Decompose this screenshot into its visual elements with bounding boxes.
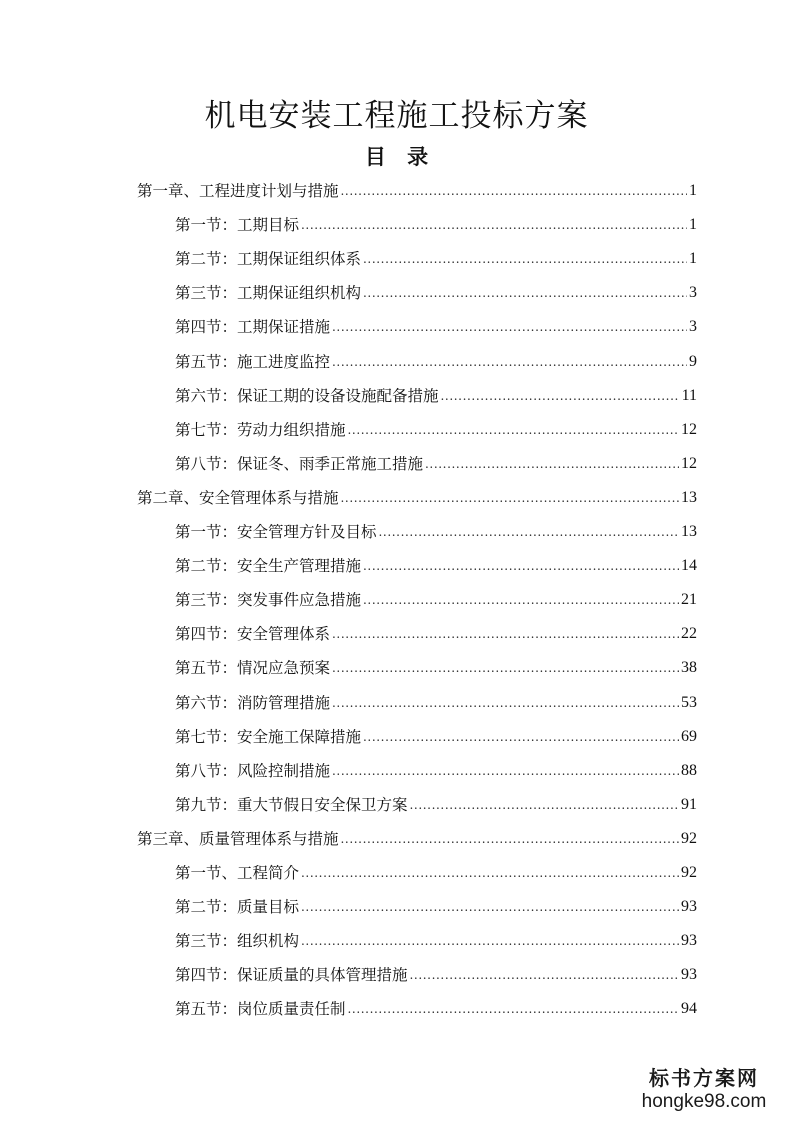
toc-section-entry[interactable] <box>175 651 697 685</box>
toc-dot-leader <box>363 276 687 310</box>
toc-entry-label: 第四节：工期保证措施 <box>175 318 331 337</box>
toc-entry-label: 第七节：劳动力组织措施 <box>175 420 346 439</box>
toc-dot-leader <box>301 856 679 890</box>
watermark-site-url: hongke98.com <box>641 1091 767 1112</box>
toc-section-entry[interactable] <box>175 549 697 583</box>
toc-dot-leader <box>301 208 687 242</box>
toc-dot-leader <box>301 924 679 958</box>
toc-section-entry[interactable] <box>175 754 697 788</box>
toc-entry-label: 第三节：工期保证组织机构 <box>175 284 362 303</box>
toc-heading: 目 录 <box>364 145 429 169</box>
toc-entry-label: 第一章、工程进度计划与措施 <box>137 182 339 200</box>
toc-page-number: 93 <box>681 966 697 984</box>
toc-entry-label: 第五节：施工进度监控 <box>175 352 331 371</box>
toc-section-entry[interactable] <box>175 310 697 344</box>
toc-page-number: 13 <box>681 523 697 540</box>
toc-section-entry[interactable] <box>175 686 697 720</box>
toc-entry-label: 第五节：岗位质量责任制 <box>175 1000 346 1019</box>
toc-dot-leader <box>425 447 679 481</box>
toc-chapter-entry[interactable] <box>137 822 697 856</box>
toc-dot-leader <box>341 822 679 856</box>
toc-entry-label: 第五节：情况应急预案 <box>175 659 331 678</box>
toc-section-entry[interactable] <box>175 720 697 754</box>
toc-entry-label: 第二节：安全生产管理措施 <box>175 557 362 576</box>
toc-page-number: 11 <box>681 386 697 404</box>
toc-entry-label: 第一节：安全管理方针及目标 <box>175 523 377 541</box>
toc-page-number: 9 <box>689 352 697 370</box>
toc-page-number: 1 <box>689 182 697 199</box>
toc-page-number: 22 <box>681 625 697 643</box>
toc-section-entry[interactable] <box>175 924 697 958</box>
toc-entry-label: 第一节：工期目标 <box>175 216 300 235</box>
toc-dot-leader <box>332 617 679 651</box>
toc-page-number: 38 <box>681 659 697 677</box>
toc-section-entry[interactable] <box>175 208 697 242</box>
toc-dot-leader <box>332 345 687 379</box>
toc-section-entry[interactable] <box>175 890 697 924</box>
toc-dot-leader <box>410 788 679 822</box>
toc-entry-label: 第八节：保证冬、雨季正常施工措施 <box>175 454 424 473</box>
watermark-site-name: 标书方案网 <box>649 1066 759 1090</box>
toc-page-number: 12 <box>681 420 697 438</box>
site-watermark <box>629 1066 779 1114</box>
toc-dot-leader <box>332 686 679 720</box>
toc-page-number: 13 <box>681 488 697 506</box>
toc-dot-leader <box>341 481 679 515</box>
toc-section-entry[interactable] <box>175 345 697 379</box>
toc-page-number: 93 <box>681 932 697 950</box>
toc-dot-leader <box>363 549 679 583</box>
toc-entry-label: 第一节、工程简介 <box>175 864 300 882</box>
toc-entry-label: 第四节：保证质量的具体管理措施 <box>175 966 408 985</box>
toc-page-number: 94 <box>681 1000 697 1018</box>
toc-page-number: 69 <box>681 727 697 745</box>
toc-dot-leader <box>301 890 679 924</box>
toc-section-entry[interactable] <box>175 788 697 822</box>
toc-dot-leader <box>363 583 679 617</box>
toc-page-number: 14 <box>681 557 697 575</box>
toc-section-entry[interactable] <box>175 617 697 651</box>
toc-page-number: 21 <box>681 591 697 609</box>
toc-dot-leader <box>363 720 679 754</box>
toc-section-entry[interactable] <box>175 413 697 447</box>
toc-entry-label: 第三节：组织机构 <box>175 932 300 951</box>
toc-entry-label: 第七节：安全施工保障措施 <box>175 727 362 746</box>
toc-dot-leader <box>332 754 679 788</box>
toc-dot-leader <box>348 413 679 447</box>
toc-dot-leader <box>332 310 687 344</box>
toc-section-entry[interactable] <box>175 856 697 890</box>
toc-dot-leader <box>410 958 679 992</box>
toc-entry-label: 第三章、质量管理体系与措施 <box>137 829 339 848</box>
toc-entry-label: 第三节：突发事件应急措施 <box>175 591 362 610</box>
toc-page-number: 3 <box>689 318 697 336</box>
toc-page-number: 88 <box>681 761 697 779</box>
toc-entry-label: 第九节：重大节假日安全保卫方案 <box>175 795 408 814</box>
toc-dot-leader <box>332 651 679 685</box>
toc-section-entry[interactable] <box>175 242 697 276</box>
toc-section-entry[interactable] <box>175 379 697 413</box>
toc-entry-label: 第八节：风险控制措施 <box>175 761 331 780</box>
toc-chapter-entry[interactable] <box>137 481 697 515</box>
toc-entry-label: 第二节：工期保证组织体系 <box>175 250 362 269</box>
toc-entry-label: 第六节：消防管理措施 <box>175 693 331 712</box>
document-title: 机电安装工程施工投标方案 <box>204 98 589 134</box>
toc-entry-label: 第二章、安全管理体系与措施 <box>137 488 339 507</box>
toc-section-entry[interactable] <box>175 958 697 992</box>
toc-page-number: 1 <box>689 216 697 234</box>
toc-page-number: 92 <box>681 829 697 847</box>
toc-page-number: 93 <box>681 898 697 916</box>
toc-page-number: 92 <box>681 864 697 881</box>
toc-entry-label: 第二节：质量目标 <box>175 898 300 917</box>
toc-page-number: 1 <box>689 250 697 268</box>
toc-dot-leader <box>363 242 687 276</box>
toc-section-entry[interactable] <box>175 583 697 617</box>
toc-page-number: 91 <box>681 795 697 813</box>
toc-section-entry[interactable] <box>175 276 697 310</box>
toc-page-number: 53 <box>681 693 697 711</box>
toc-section-entry[interactable] <box>175 447 697 481</box>
toc-chapter-entry[interactable] <box>137 174 697 208</box>
toc-section-entry[interactable] <box>175 992 697 1026</box>
toc-page-number: 3 <box>689 284 697 302</box>
toc-entry-label: 第四节：安全管理体系 <box>175 625 331 644</box>
toc-section-entry[interactable] <box>175 515 697 549</box>
toc-dot-leader <box>348 992 679 1026</box>
toc-entry-label: 第六节：保证工期的设备设施配备措施 <box>175 386 439 405</box>
toc-dot-leader <box>341 174 687 208</box>
toc-dot-leader <box>379 515 679 549</box>
toc-page-number: 12 <box>681 454 697 472</box>
toc-dot-leader <box>441 379 680 413</box>
